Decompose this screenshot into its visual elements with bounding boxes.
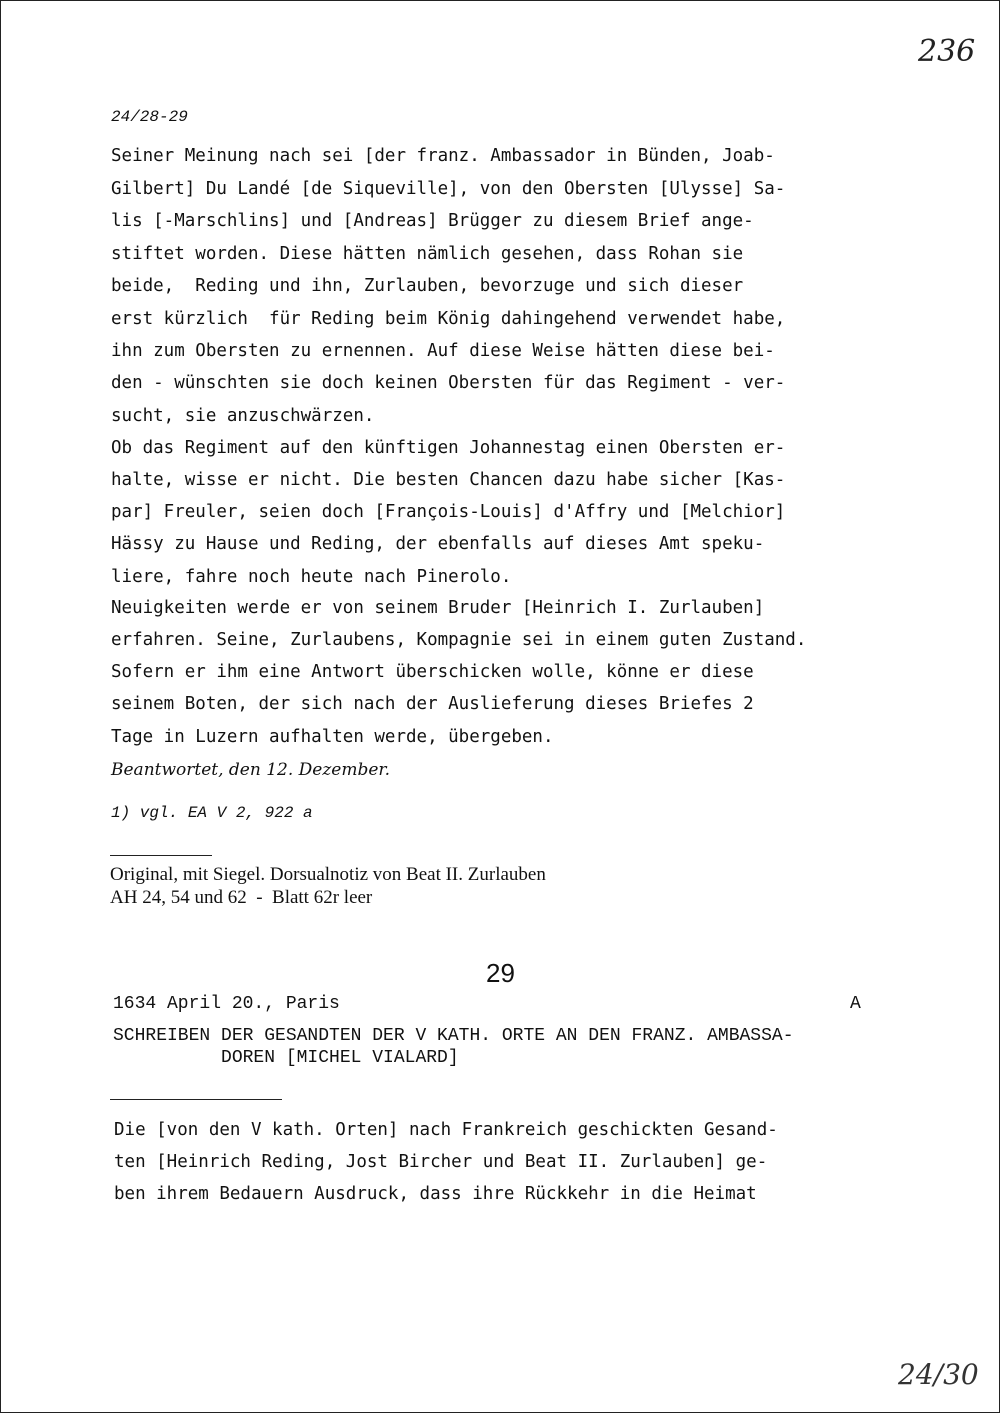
body-line: lis [-Marschlins] und [Andreas] Brügger zu diesem Brief ange- — [111, 211, 754, 231]
document-reference: 24/28-29 — [111, 108, 188, 126]
body-line: halte, wisse er nicht. Die besten Chancen dazu habe sicher [Kas- — [111, 470, 786, 490]
body-line: Neuigkeiten werde er von seinem Bruder [Heinrich I. Zurlauben] — [111, 598, 765, 618]
body-line: par] Freuler, seien doch [François-Louis] d'Affry und [Melchior] — [111, 502, 786, 522]
body-line: Tage in Luzern aufhalten werde, übergeben. — [111, 727, 554, 747]
body-line: sucht, sie anzuschwärzen. — [111, 406, 375, 426]
folio-number: 236 — [918, 34, 976, 69]
dateline-marker: A — [850, 994, 861, 1014]
body-line: liere, fahre noch heute nach Pinerolo. — [111, 567, 512, 587]
document-heading: SCHREIBEN DER GESANDTEN DER V KATH. ORTE AN DEN FRANZ. AMBASSA- — [113, 1026, 794, 1046]
summary-line: ben ihrem Bedauern Ausdruck, dass ihre Rückkehr in die Heimat — [114, 1184, 757, 1204]
heading-divider — [110, 1099, 282, 1100]
body-line: Ob das Regiment auf den künftigen Johannestag einen Obersten er- — [111, 438, 786, 458]
body-line: Hässy zu Hause und Reding, der ebenfalls auf dieses Amt speku- — [111, 534, 765, 554]
summary-line: Die [von den V kath. Orten] nach Frankreich geschickten Gesand- — [114, 1120, 778, 1140]
answered-note: Beantwortet, den 12. Dezember. — [111, 760, 391, 780]
source-line: Original, mit Siegel. Dorsualnotiz von Beat II. Zurlauben — [110, 864, 546, 885]
body-line: beide, Reding und ihn, Zurlauben, bevorzuge und sich dieser — [111, 276, 744, 296]
dateline: 1634 April 20., Paris — [113, 994, 340, 1014]
document-heading: DOREN [MICHEL VIALARD] — [113, 1048, 459, 1068]
footnote: 1) vgl. EA V 2, 922 a — [111, 804, 313, 822]
summary-line: ten [Heinrich Reding, Jost Bircher und Beat II. Zurlauben] ge- — [114, 1152, 768, 1172]
body-line: Sofern er ihm eine Antwort überschicken wolle, könne er diese — [111, 662, 754, 682]
body-line: Gilbert] Du Landé [de Siqueville], von den Obersten [Ulysse] Sa- — [111, 179, 786, 199]
document-number: 29 — [486, 958, 515, 988]
source-line: AH 24, 54 und 62 - Blatt 62r leer — [110, 887, 373, 908]
body-line: den - wünschten sie doch keinen Obersten für das Regiment - ver- — [111, 373, 786, 393]
body-line: seinem Boten, der sich nach der Auslieferung dieses Briefes 2 — [111, 694, 754, 714]
body-line: ihn zum Obersten zu ernennen. Auf diese Weise hätten diese bei- — [111, 341, 775, 361]
body-line: Seiner Meinung nach sei [der franz. Ambassador in Bünden, Joab- — [111, 146, 775, 166]
body-line: erst kürzlich für Reding beim König dahingehend verwendet habe, — [111, 309, 786, 329]
footnote-divider — [110, 855, 212, 856]
page-mark: 24/30 — [898, 1358, 979, 1391]
body-line: stiftet worden. Diese hätten nämlich gesehen, dass Rohan sie — [111, 244, 744, 264]
body-line: erfahren. Seine, Zurlaubens, Kompagnie sei in einem guten Zustand. — [111, 630, 807, 650]
